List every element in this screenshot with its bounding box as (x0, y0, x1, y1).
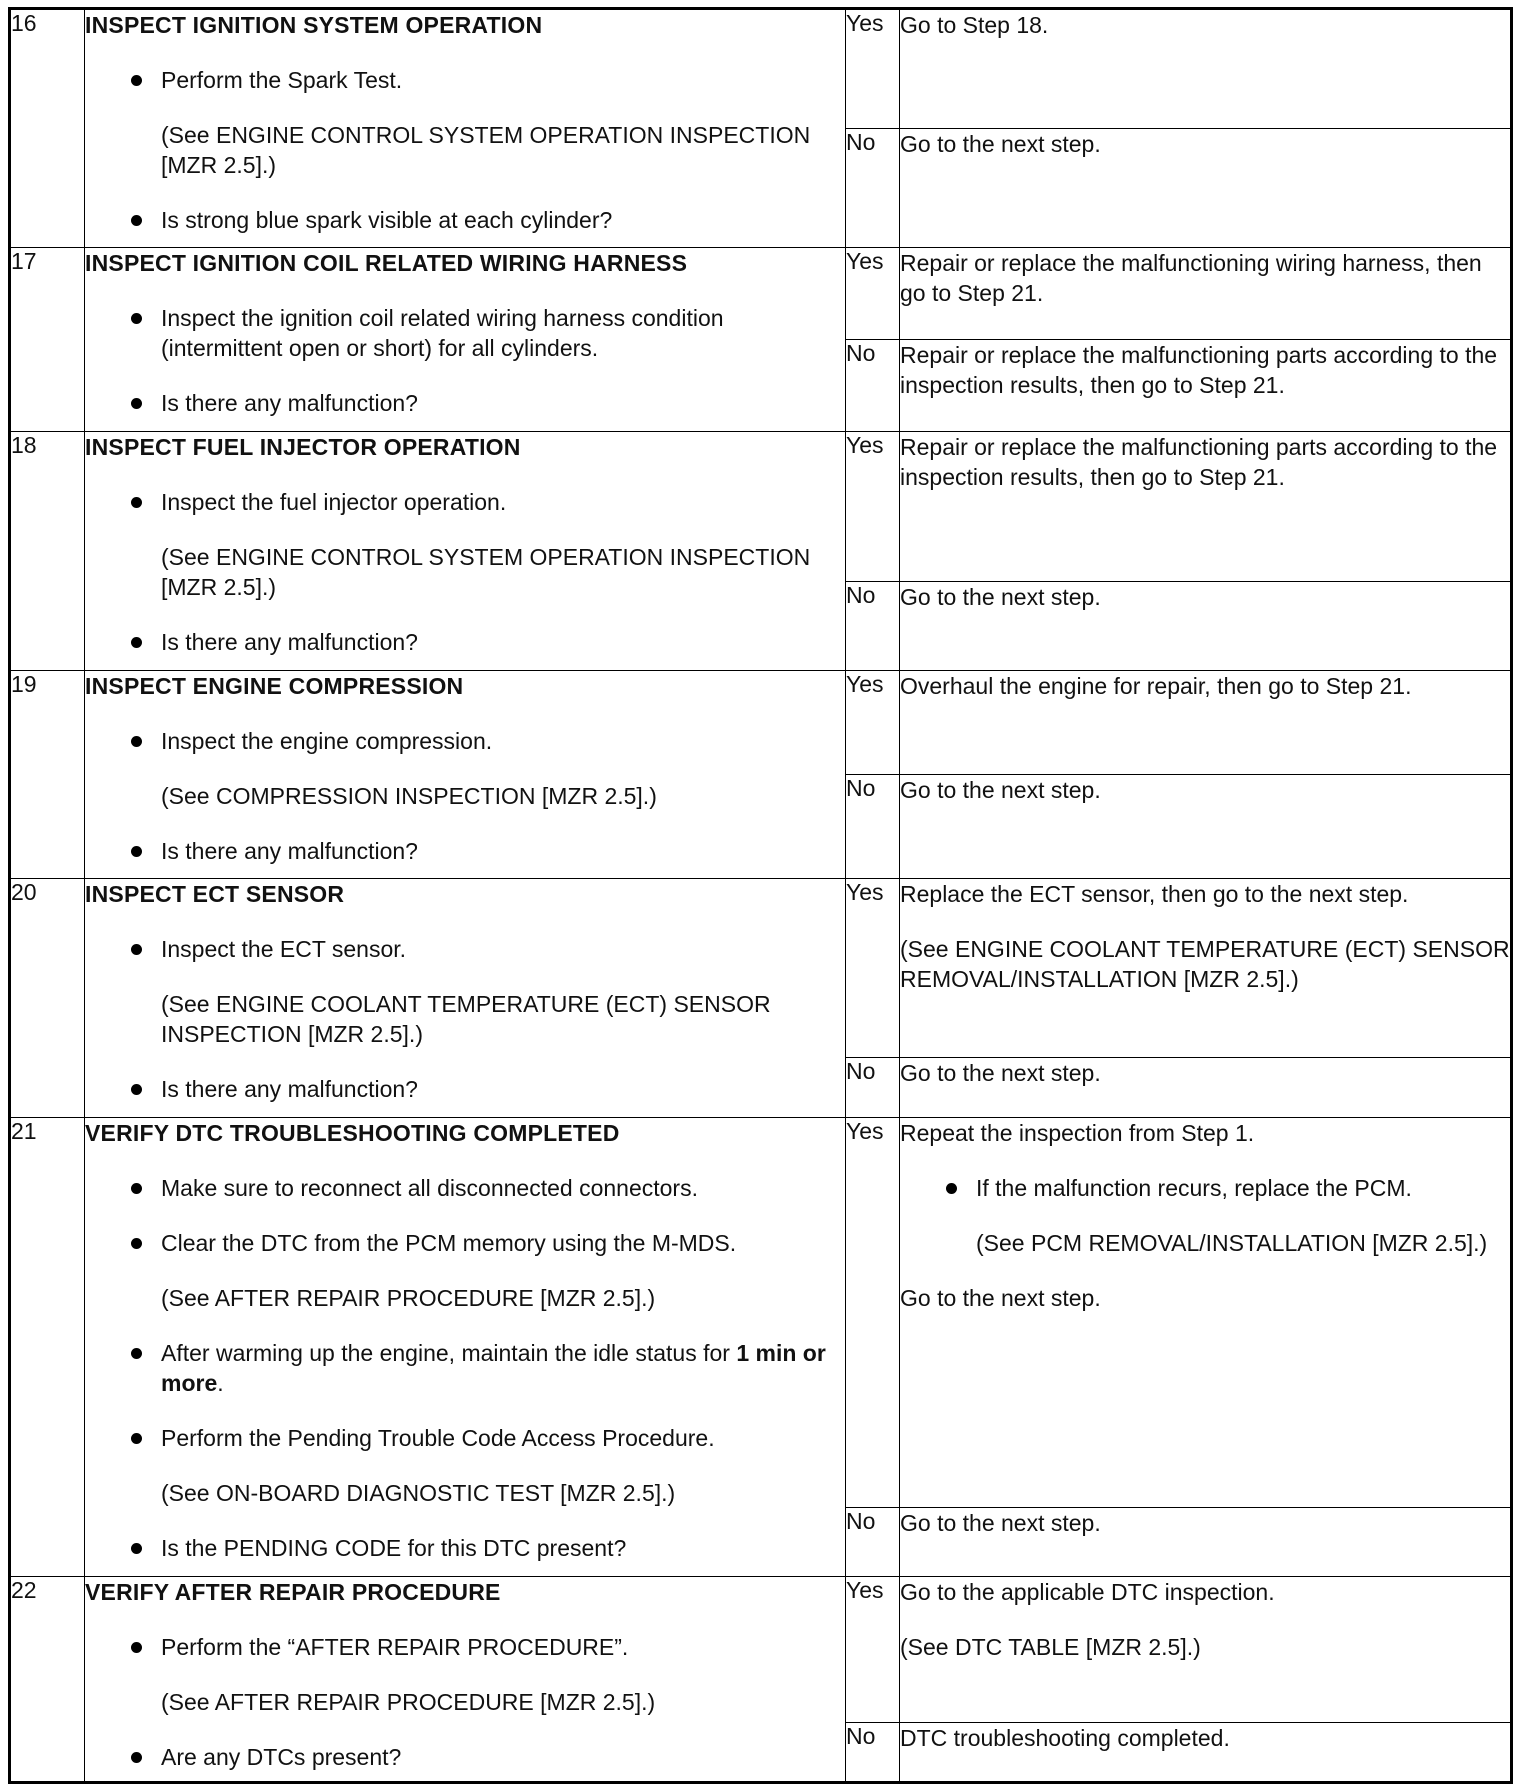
bullet-item: Is the PENDING CODE for this DTC present? (85, 1533, 845, 1563)
reference-text: (See ENGINE CONTROL SYSTEM OPERATION INSPECTION [MZR 2.5].) (161, 544, 811, 600)
result-text: Repeat the inspection from Step 1. (900, 1120, 1255, 1146)
step-number: 18 (10, 432, 85, 671)
step-title: VERIFY DTC TROUBLESHOOTING COMPLETED (85, 1120, 620, 1146)
step-number: 21 (10, 1118, 85, 1577)
step-action (85, 432, 846, 671)
no-result (900, 1723, 1512, 1783)
step-row-yes (10, 248, 1512, 340)
no-result (900, 775, 1512, 879)
reference-text: (See AFTER REPAIR PROCEDURE [MZR 2.5].) (161, 1285, 656, 1311)
reference-text: (See DTC TABLE [MZR 2.5].) (900, 1634, 1201, 1660)
reference-text: (See ON-BOARD DIAGNOSTIC TEST [MZR 2.5].) (161, 1480, 676, 1506)
yes-label: Yes (846, 671, 900, 775)
bullet-item: Are any DTCs present? (85, 1742, 845, 1772)
result-bullet: If the malfunction recurs, replace the PCM. (900, 1173, 1510, 1203)
yes-result (900, 9, 1512, 129)
emphasis-text: 1 min or more (161, 1340, 826, 1396)
no-result (900, 129, 1512, 248)
reference-text: (See ENGINE COOLANT TEMPERATURE (ECT) SENSOR REMOVAL/INSTALLATION [MZR 2.5].) (900, 936, 1510, 992)
yes-result (900, 1577, 1512, 1723)
step-action (85, 671, 846, 879)
step-number: 22 (10, 1577, 85, 1783)
result-text: Go to the next step. (900, 1285, 1101, 1311)
yes-label: Yes (846, 879, 900, 1058)
yes-result (900, 248, 1512, 340)
bullet-item: Inspect the ECT sensor. (85, 934, 845, 964)
bullet-item: Is strong blue spark visible at each cylinder? (85, 205, 845, 235)
no-label: No (846, 340, 900, 432)
no-result (900, 582, 1512, 671)
no-label: No (846, 582, 900, 671)
result-text: DTC troubleshooting completed. (900, 1725, 1230, 1751)
no-result (900, 340, 1512, 432)
reference-text: (See AFTER REPAIR PROCEDURE [MZR 2.5].) (161, 1689, 656, 1715)
bullet-item: Is there any malfunction? (85, 836, 845, 866)
step-action (85, 248, 846, 432)
result-text: Go to the next step. (900, 584, 1101, 610)
step-title: INSPECT FUEL INJECTOR OPERATION (85, 434, 521, 460)
step-number: 19 (10, 671, 85, 879)
step-number: 20 (10, 879, 85, 1118)
no-label: No (846, 1058, 900, 1118)
step-row-yes (10, 432, 1512, 582)
no-result (900, 1058, 1512, 1118)
bullet-item: Perform the “AFTER REPAIR PROCEDURE”. (85, 1632, 845, 1662)
step-action (85, 1577, 846, 1783)
reference-text: (See PCM REMOVAL/INSTALLATION [MZR 2.5].) (976, 1230, 1488, 1256)
yes-result (900, 671, 1512, 775)
yes-label: Yes (846, 1577, 900, 1723)
no-label: No (846, 775, 900, 879)
bullet-item: Clear the DTC from the PCM memory using the M-MDS. (85, 1228, 845, 1258)
result-text: Go to Step 18. (900, 12, 1049, 38)
no-result (900, 1508, 1512, 1577)
step-row-yes (10, 1577, 1512, 1723)
step-action (85, 1118, 846, 1577)
result-text: Repair or replace the malfunctioning wiring harness, then go to Step 21. (900, 250, 1482, 306)
reference-text: (See COMPRESSION INSPECTION [MZR 2.5].) (161, 783, 657, 809)
bullet-item: Is there any malfunction? (85, 388, 845, 418)
bullet-item: Is there any malfunction? (85, 1074, 845, 1104)
no-label: No (846, 1508, 900, 1577)
step-row-yes (10, 1118, 1512, 1508)
step-row-yes (10, 9, 1512, 129)
result-text: Repair or replace the malfunctioning parts according to the inspection results, then go to Step 21. (900, 342, 1498, 398)
bullet-item: Make sure to reconnect all disconnected connectors. (85, 1173, 845, 1203)
step-action (85, 9, 846, 248)
result-text: Go to the next step. (900, 1510, 1101, 1536)
step-title: VERIFY AFTER REPAIR PROCEDURE (85, 1579, 501, 1605)
troubleshooting-table (8, 7, 1513, 1784)
result-text: Overhaul the engine for repair, then go to Step 21. (900, 673, 1412, 699)
bullet-item (85, 1338, 845, 1398)
step-row-yes (10, 671, 1512, 775)
bullet-item: Perform the Spark Test. (85, 65, 845, 95)
yes-label: Yes (846, 432, 900, 582)
step-title: INSPECT IGNITION SYSTEM OPERATION (85, 12, 543, 38)
yes-label: Yes (846, 1118, 900, 1508)
yes-result (900, 1118, 1512, 1508)
result-text: Replace the ECT sensor, then go to the next step. (900, 881, 1409, 907)
result-text: Go to the next step. (900, 1060, 1101, 1086)
bullet-text: After warming up the engine, maintain the idle status for (161, 1340, 737, 1366)
reference-text: (See ENGINE COOLANT TEMPERATURE (ECT) SENSOR INSPECTION [MZR 2.5].) (161, 991, 771, 1047)
step-action (85, 879, 846, 1118)
yes-label: Yes (846, 9, 900, 129)
bullet-item: Inspect the engine compression. (85, 726, 845, 756)
result-text: Repair or replace the malfunctioning parts according to the inspection results, then go to Step 21. (900, 434, 1498, 490)
bullet-text: . (217, 1370, 224, 1396)
no-label: No (846, 1723, 900, 1783)
bullet-item: Inspect the ignition coil related wiring harness condition (intermittent open or short) for all cylinders. (85, 303, 845, 363)
bullet-item: Is there any malfunction? (85, 627, 845, 657)
yes-result (900, 432, 1512, 582)
result-text: Go to the applicable DTC inspection. (900, 1579, 1275, 1605)
no-label: No (846, 129, 900, 248)
yes-result (900, 879, 1512, 1058)
bullet-item: Inspect the fuel injector operation. (85, 487, 845, 517)
bullet-item: Perform the Pending Trouble Code Access Procedure. (85, 1423, 845, 1453)
step-title: INSPECT IGNITION COIL RELATED WIRING HARNESS (85, 250, 688, 276)
step-number: 16 (10, 9, 85, 248)
step-number: 17 (10, 248, 85, 432)
result-text: Go to the next step. (900, 777, 1101, 803)
step-row-yes (10, 879, 1512, 1058)
reference-text: (See ENGINE CONTROL SYSTEM OPERATION INSPECTION [MZR 2.5].) (161, 122, 811, 178)
step-title: INSPECT ENGINE COMPRESSION (85, 673, 464, 699)
result-text: Go to the next step. (900, 131, 1101, 157)
yes-label: Yes (846, 248, 900, 340)
step-title: INSPECT ECT SENSOR (85, 881, 345, 907)
